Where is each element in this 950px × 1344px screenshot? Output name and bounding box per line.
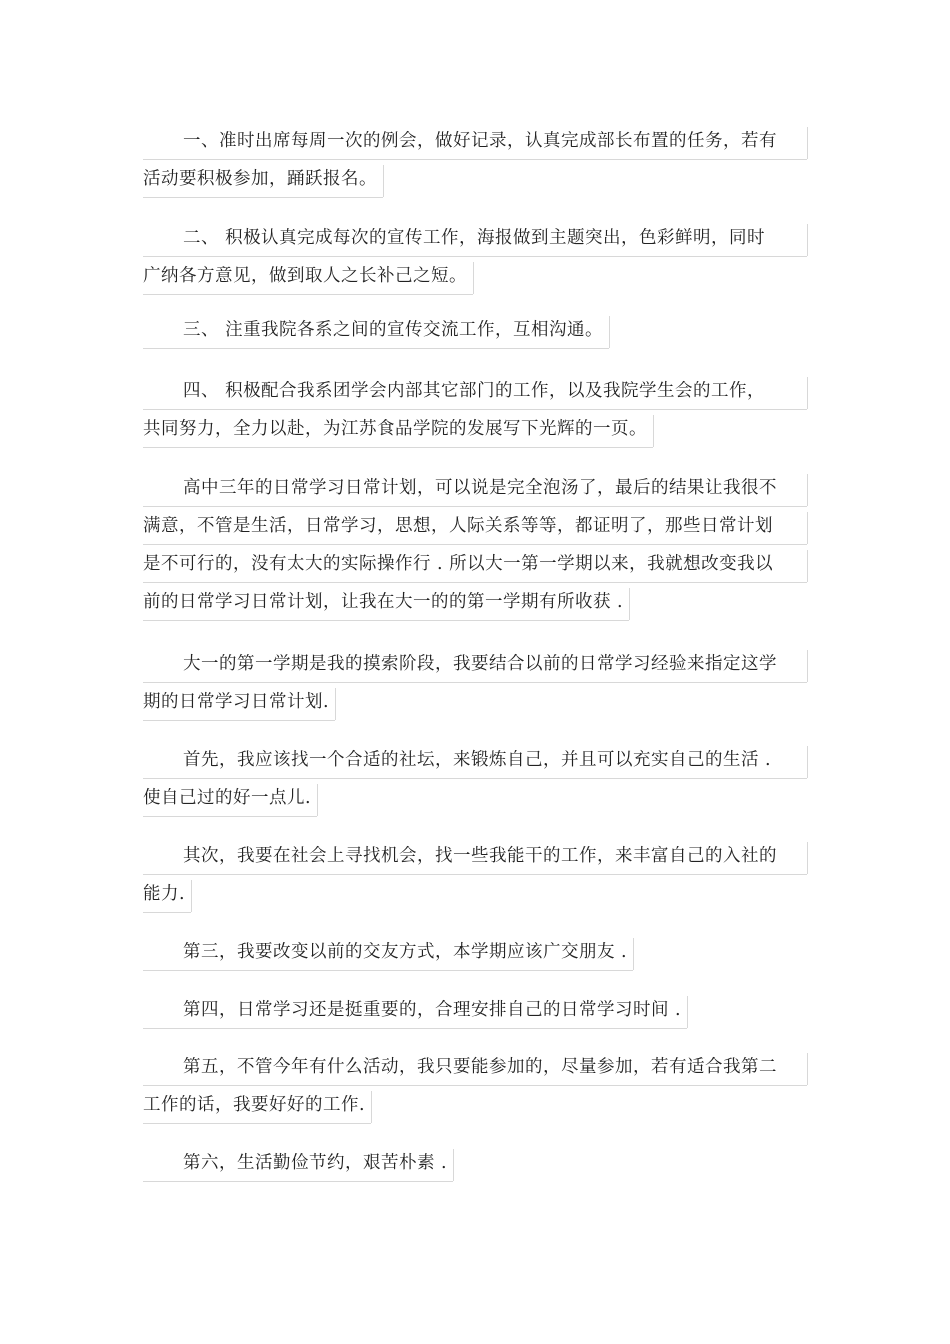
paragraph-line: 其次，我要在社会上寻找机会，找一些我能干的工作，来丰富自己的入社的 xyxy=(143,837,807,875)
paragraph-line: 满意，不管是生活，日常学习，思想，人际关系等等，都证明了，那些日常计划 xyxy=(143,507,807,545)
paragraph-5 xyxy=(143,469,807,621)
paragraph-line: 共同努力，全力以赴，为江苏食品学院的发展写下光辉的一页。 xyxy=(143,410,653,448)
paragraph-line: 是不可行的，没有太大的实际操作行 . 所以大一第一学期以来，我就想改变我以 xyxy=(143,545,807,583)
paragraph-4 xyxy=(143,372,807,448)
paragraph-line: 四、 积极配合我系团学会内部其它部门的工作，以及我院学生会的工作， xyxy=(143,372,807,410)
paragraph-line: 二、 积极认真完成每次的宣传工作，海报做到主题突出，色彩鲜明，同时 xyxy=(143,219,807,257)
paragraph-line: 第五，不管今年有什么活动，我只要能参加的，尽量参加，若有适合我第二 xyxy=(143,1048,807,1086)
paragraph-line: 使自己过的好一点儿. xyxy=(143,779,317,817)
paragraph-line: 第三，我要改变以前的交友方式，本学期应该广交朋友 . xyxy=(143,933,633,971)
paragraph-line: 前的日常学习日常计划，让我在大一的的第一学期有所收获 . xyxy=(143,583,629,621)
paragraph-10 xyxy=(143,991,807,1029)
paragraph-7 xyxy=(143,741,807,817)
paragraph-3 xyxy=(143,311,807,349)
paragraph-11 xyxy=(143,1048,807,1124)
paragraph-1 xyxy=(143,122,807,198)
paragraph-9 xyxy=(143,933,807,971)
paragraph-line: 能力. xyxy=(143,875,191,913)
paragraph-2 xyxy=(143,219,807,295)
paragraph-8 xyxy=(143,837,807,913)
paragraph-line: 第六，生活勤俭节约，艰苦朴素 . xyxy=(143,1144,453,1182)
paragraph-6 xyxy=(143,645,807,721)
paragraph-line: 广纳各方意见，做到取人之长补己之短。 xyxy=(143,257,473,295)
paragraph-line: 期的日常学习日常计划. xyxy=(143,683,335,721)
paragraph-line: 工作的话，我要好好的工作. xyxy=(143,1086,371,1124)
paragraph-line: 三、 注重我院各系之间的宣传交流工作，互相沟通。 xyxy=(143,311,609,349)
paragraph-line: 一、准时出席每周一次的例会，做好记录，认真完成部长布置的任务，若有 xyxy=(143,122,807,160)
paragraph-12 xyxy=(143,1144,807,1182)
paragraph-line: 大一的第一学期是我的摸索阶段，我要结合以前的日常学习经验来指定这学 xyxy=(143,645,807,683)
paragraph-line: 第四，日常学习还是挺重要的，合理安排自己的日常学习时间 . xyxy=(143,991,687,1029)
paragraph-line: 首先，我应该找一个合适的社坛，来锻炼自己，并且可以充实自己的生活 . xyxy=(143,741,807,779)
paragraph-line: 活动要积极参加，踊跃报名。 xyxy=(143,160,383,198)
paragraph-line: 高中三年的日常学习日常计划，可以说是完全泡汤了，最后的结果让我很不 xyxy=(143,469,807,507)
